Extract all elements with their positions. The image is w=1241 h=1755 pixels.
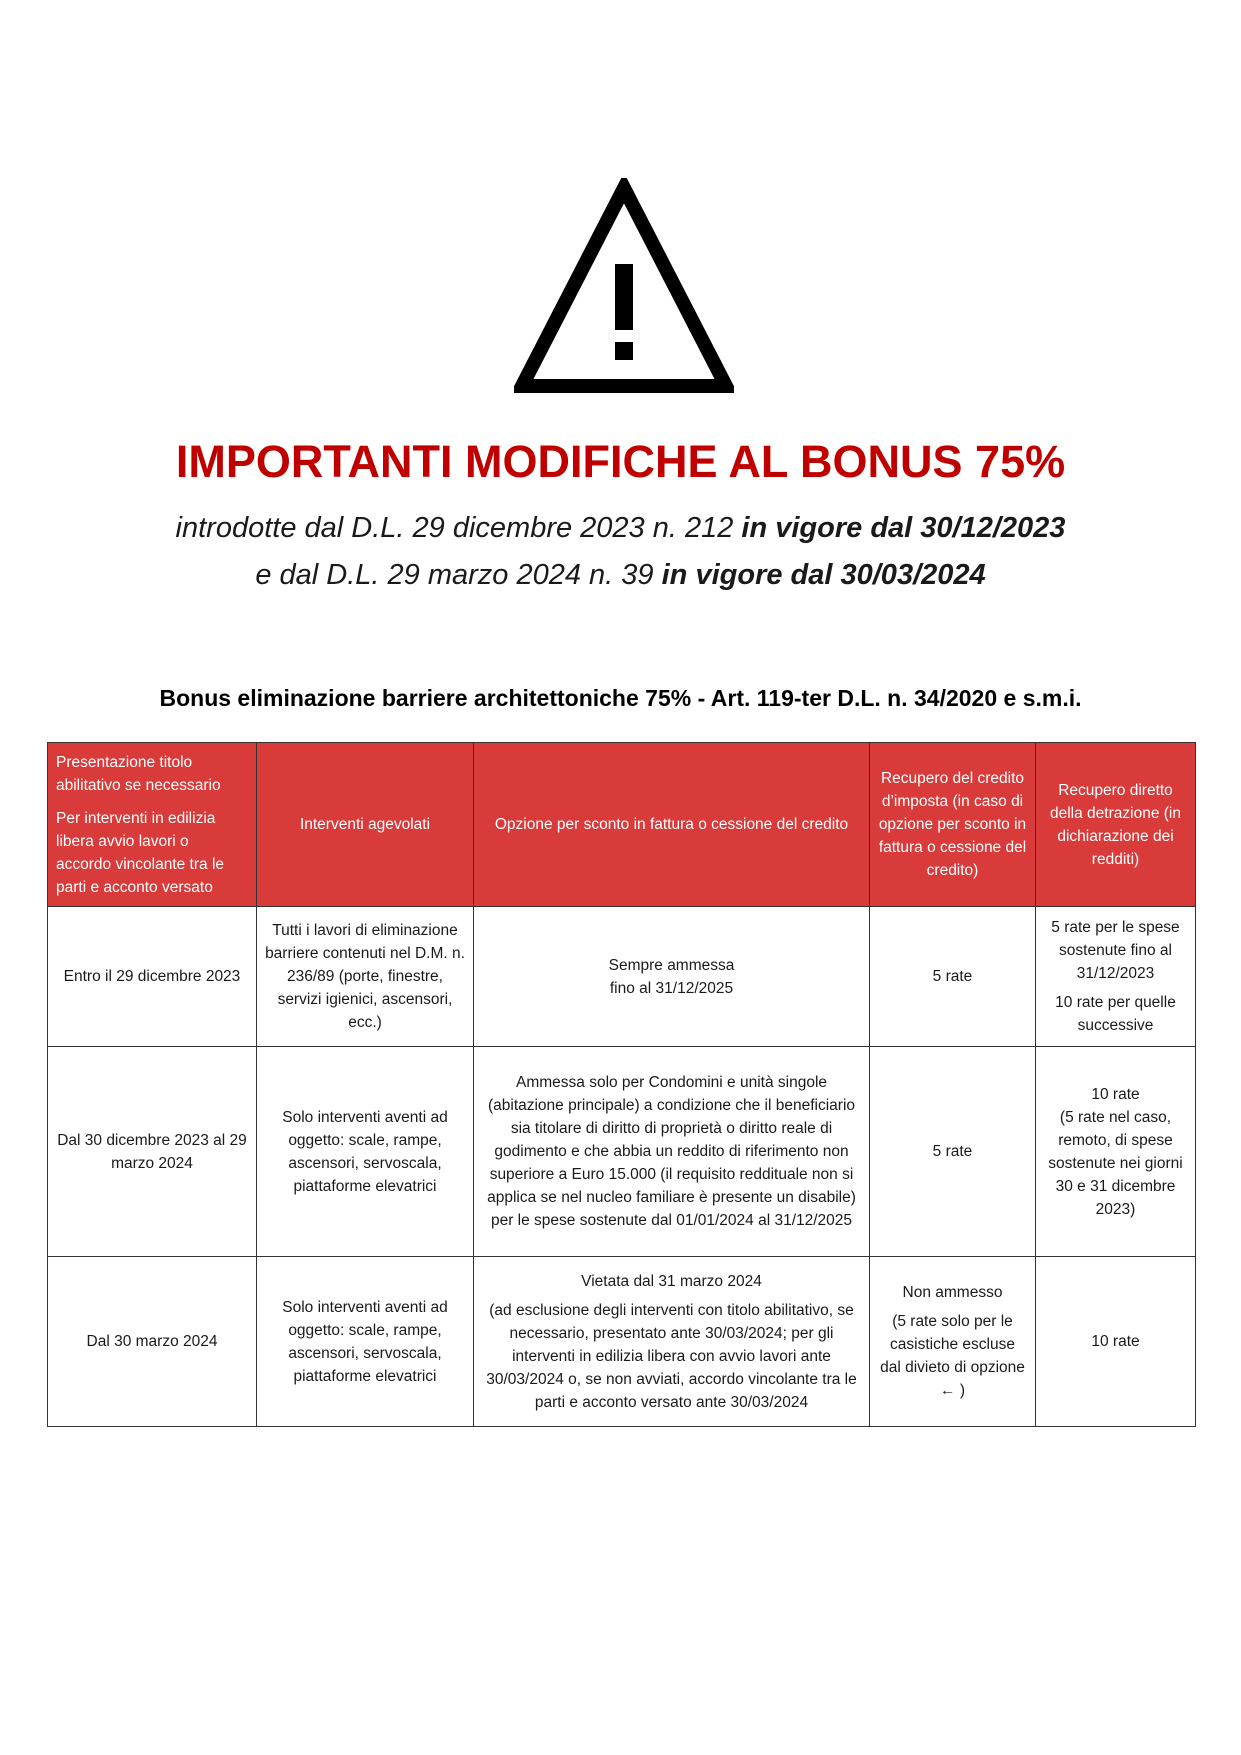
row-1-direct-recovery	[1036, 907, 1196, 1047]
row-1-direct-recovery-a: 5 rate per le spese sostenute fino al 31/12/2023	[1051, 919, 1180, 982]
row-1-period: Entro il 29 dicembre 2023	[48, 907, 257, 1047]
row-1-direct-recovery-b: 10 rate per quelle successive	[1055, 994, 1176, 1034]
row-1-option-main: Sempre ammessa	[608, 956, 735, 974]
row-3-option	[474, 1257, 870, 1427]
subtitle-1-text: introdotte dal D.L. 29 dicembre 2023 n. 212	[175, 512, 742, 544]
row-1-credit-recovery: 5 rate	[870, 907, 1036, 1047]
row-2-period: Dal 30 dicembre 2023 al 29 marzo 2024	[48, 1047, 257, 1257]
table-header-row	[48, 743, 1196, 907]
row-2-interventions: Solo interventi aventi ad oggetto: scale, rampe, ascensori, servoscala, piattaforme elevatrici	[257, 1047, 474, 1257]
row-3-interventions: Solo interventi aventi ad oggetto: scale, rampe, ascensori, servoscala, piattaforme elevatrici	[257, 1257, 474, 1427]
row-1-option-limit: fino al 31/12/2025	[609, 979, 734, 997]
warning-triangle-icon	[514, 178, 734, 394]
header-presentation-title: Presentazione titolo abilitativo se necessario	[56, 753, 221, 794]
subtitle-2-effective-date: in vigore dal 30/03/2024	[661, 559, 986, 591]
row-2-direct-recovery-a: 10 rate	[1091, 1085, 1140, 1103]
table-heading: Bonus eliminazione barriere architettoniche 75% - Art. 119-ter D.L. n. 34/2020 e s.m.i.	[159, 685, 1082, 711]
subtitle-2-text: e dal D.L. 29 marzo 2024 n. 39	[255, 559, 662, 591]
row-3-option-exceptions: (ad esclusione degli interventi con titolo abilitativo, se necessario, presentato ante 30/03/2024; per gli interventi in edilizia libera con avvio lavori ante 30/03/2024 o, se non avviati, accordo vincolante tra le parti e acconto versato ante 30/03/2024	[486, 1301, 857, 1411]
row-2-credit-recovery: 5 rate	[870, 1047, 1036, 1257]
row-3-credit-recovery-b: (5 rate solo per le casistiche escluse dal divieto di opzione	[880, 1313, 1025, 1376]
row-2-option	[474, 1047, 870, 1257]
row-3-period: Dal 30 marzo 2024	[48, 1257, 257, 1427]
row-2-option-period: per le spese sostenute dal 01/01/2024 al 31/12/2025	[490, 1212, 853, 1229]
bonus-table	[47, 742, 1196, 1427]
row-2-option-conditions: Ammessa solo per Condomini e unità singole (abitazione principale) a condizione che il beneficiario sia titolare di diritto di proprietà o diritto reale di godimento e che abbia un reddito di riferimento non superiore a Euro 15.000 (il requisito reddituale non si applica se nel nucleo familiare è presente un disabile)	[487, 1074, 856, 1206]
table-row	[48, 1047, 1196, 1257]
header-cell-presentation	[48, 743, 257, 907]
subtitle-line-1	[0, 510, 1241, 546]
header-cell-credit-recovery: Recupero del credito d’imposta (in caso di opzione per sconto in fattura o cessione del credito)	[870, 743, 1036, 907]
table-row	[48, 1257, 1196, 1427]
row-1-interventions: Tutti i lavori di eliminazione barriere contenuti nel D.M. n. 236/89 (porte, finestre, servizi igienici, ascensori, ecc.)	[257, 907, 474, 1047]
row-3-credit-recovery-c: ← )	[940, 1382, 965, 1399]
row-3-direct-recovery: 10 rate	[1036, 1257, 1196, 1427]
row-3-option-main: Vietata dal 31 marzo 2024	[581, 1272, 762, 1290]
table-row	[48, 907, 1196, 1047]
header-cell-interventions: Interventi agevolati	[257, 743, 474, 907]
header-cell-direct-recovery: Recupero diretto della detrazione (in dichiarazione dei redditi)	[1036, 743, 1196, 907]
page-title: IMPORTANTI MODIFICHE AL BONUS 75%	[175, 436, 1066, 487]
subtitle-1-effective-date: in vigore dal 30/12/2023	[741, 512, 1066, 544]
subtitle-line-2	[0, 557, 1241, 593]
row-3-credit-recovery-a: Non ammesso	[902, 1284, 1003, 1301]
row-1-option	[474, 907, 870, 1047]
header-cell-option: Opzione per sconto in fattura o cessione del credito	[474, 743, 870, 907]
header-presentation-note: Per interventi in edilizia libera avvio lavori o accordo vincolante tra le parti e acconto versato	[56, 809, 225, 896]
row-2-direct-recovery-b: (5 rate nel caso, remoto, di spese sostenute nei giorni 30 e 31 dicembre 2023)	[1048, 1108, 1183, 1218]
row-2-direct-recovery	[1036, 1047, 1196, 1257]
row-3-credit-recovery	[870, 1257, 1036, 1427]
